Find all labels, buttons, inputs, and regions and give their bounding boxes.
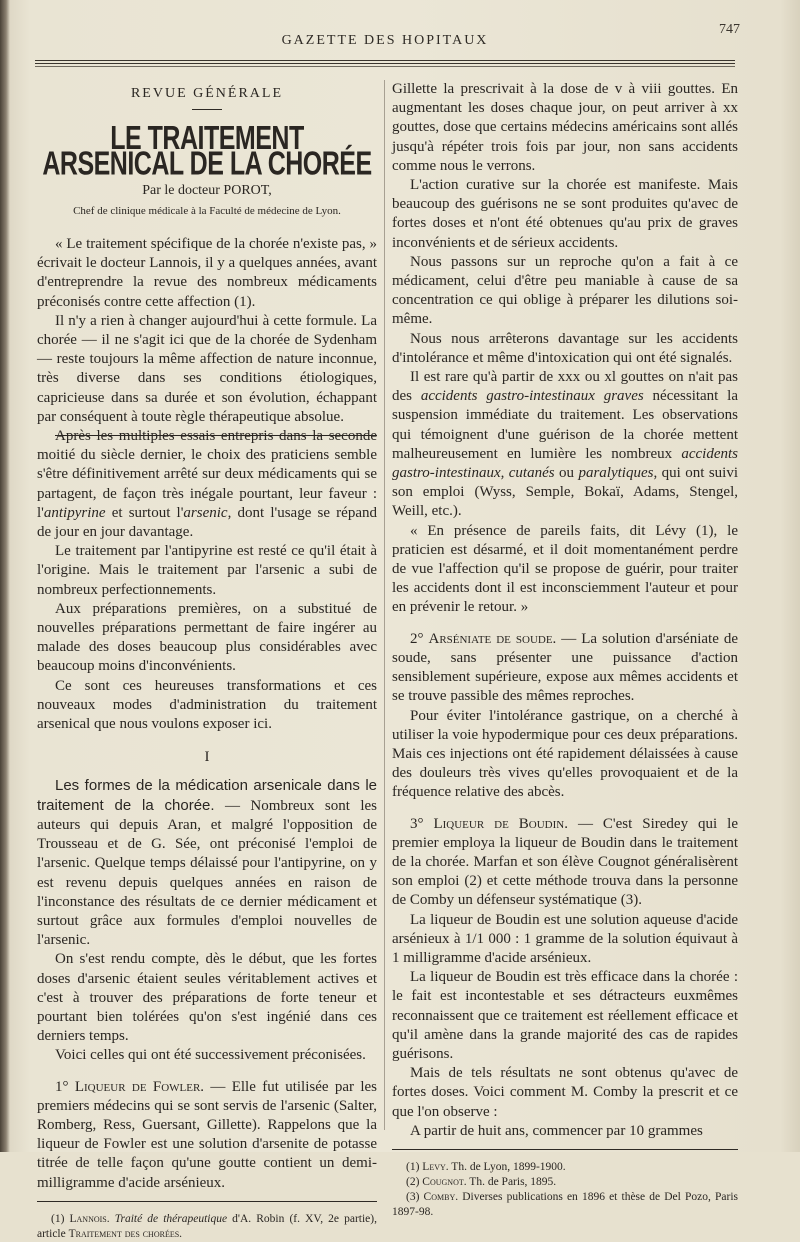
paragraph: La liqueur de Boudin est une solution aqueuse d'acide arsénieux à 1/1 000 : 1 gramme de la solution équivaut à 1 milligramme d'acide arsénieux. [392,911,738,966]
paragraph: « Le traitement spécifique de la chorée n'existe pas, » écrivait le docteur Lannois, il y a quelques années, avant d'entreprendre la revue des nombreux médicaments préconisés contre cette affection (1). [37,236,377,310]
paragraph: Les formes de la médication arsenicale dans le traitement de la chorée. — Nombreux sont les auteurs qui depuis Aran, et malgré l'opposition de Trousseau et de G. Sée, ont préconisé l'emploi de l'arsenic. Quelque temps délaissé pour l'antipyrine, on y est revenu depuis quelques années en raison de l'inconstance des résultats de ce dernier médicament et surtout grâce aux formules d'emploi nouvelles de l'arsenic. [37,776,377,949]
paragraph: 1° Liqueur de Fowler. — Elle fut utilisée par les premiers médecins qui se sont servis de l'arsenic (Salter, Romberg, Ress, Guersant, Gillette). Rappelons que la liqueur de Fowler est une solution d'arsenite de potasse titrée de telle façon qu'une goutte contient un demi-milligramme d'acide arsénieux. [37,1078,377,1191]
book-spine-shadow [0,0,10,1152]
column-divider [384,80,385,1130]
paragraph: « En présence de pareils faits, dit Lévy (1), le praticien est désarmé, et il doit momentanément perdre de vue l'affection qu'il se propose de guérir, pour traiter les accidents dont il est inconsciemment l'auteur et pour en prévenir le retour. » [392,522,738,616]
paragraph: Gillette la prescrivait à la dose de v à viii gouttes. En augmentant les doses chaque jour, on peut arriver à xx gouttes, dose que certains médecins américains sont allés jusqu'à répéter trois fois par jour, non sans accidents comme nous le verrons. [392,81,738,174]
author-affiliation: Chef de clinique médicale à la Faculté de médecine de Lyon. [73,204,341,217]
author-byline: Par le docteur POROT, [142,182,272,198]
footnote: (1) Lannois. Traité de thérapeutique d'A. Robin (f. XV, 2e partie), article Traitement des chorées. [37,1212,377,1240]
footnote: (3) Comby. Diverses publications en 1896 et thèse de Del Pozo, Paris 1897-98. [392,1190,738,1218]
header-rule [35,66,735,67]
paragraph: Le traitement par l'antipyrine est resté ce qu'il était à l'origine. Mais le traitement par l'arsenic a subi de nombreux perfectionnements. [37,543,377,598]
paragraph: 3° Liqueur de Boudin. — C'est Siredey qui le premier employa la liqueur de Boudin dans le traitement de la chorée. Marfan et son élève Cougnot généralisèrent son emploi (2) et cette méthode trouva dans la personne de Comby un défenseur systématique (3). [392,815,739,909]
paragraph: Après les multiples essais entrepris dans la seconde moitié du siècle dernier, le choix des praticiens semble s'être définitivement arrêté sur deux médicaments qui se partagent, de façon très inégale pourtant, leur faveur : l'antipyrine et surtout l'arsenic, dont l'usage se répand de jour en jour davantage. [37,428,377,541]
paragraph: Voici celles qui ont été successivement préconisées. [55,1047,366,1064]
paragraph: La liqueur de Boudin est très efficace dans la chorée : le fait est incontestable et ses détracteurs euxmêmes reconnaissent que ce traitement est réellement efficace et qu'il amène dans la grande majorité des cas de rapides guérisons. [392,969,738,1062]
subsection-heading: Les formes de la médication arsenicale dans le traitement de la chorée. [37,776,377,814]
article-title: LE TRAITEMENT ARSENICAL DE LA CHORÉE [42,119,372,184]
header-rule [35,60,735,61]
footnote-rule [392,1149,738,1150]
paragraph: Ce sont ces heureuses transformations et ces nouveaux modes d'administration du traitement arsenical que nous voulons exposer ici. [37,677,377,733]
journal-title: GAZETTE DES HOPITAUX [281,33,489,48]
section-number: I [204,749,210,766]
struck-text: Après les multiples essais entrepris dans la seconde [55,428,377,445]
short-rule [192,109,222,110]
section-heading: REVUE GÉNÉRALE [130,86,284,101]
footnote: (2) Cougnot. Th. de Paris, 1895. [406,1175,557,1188]
paragraph: 2° Arséniate de soude. — La solution d'arséniate de soude, sans présenter une puissance d'action sensiblement supérieure, expose aux mêmes accidents et se trouve passible des mêmes reproches. [392,630,738,705]
subsection-heading: Arséniate de soude. [428,630,557,647]
right-column [392,80,738,1220]
footnote-rule [37,1201,377,1202]
paragraph: Nous nous arrêterons davantage sur les accidents d'intolérance et même d'intoxication qui ont été signalés. [392,330,738,366]
paragraph: L'action curative sur la chorée est manifeste. Mais beaucoup des guérisons ne se sont produites qu'avec de fortes doses et n'ont été obtenues qu'au prix de graves inconvénients et de sérieux accidents. [392,177,738,251]
subsection-heading: Liqueur de Fowler. [74,1078,205,1095]
paragraph: Il n'y a rien à changer aujourd'hui à cette formule. La chorée — il ne s'agit ici que de la chorée de Sydenham — reste toujours la même affection de nature inconnue, très diverse dans ses conditions étiologiques, capricieuse dans sa durée et son évolution, échappant par conséquent à toute règle thérapeutique absolue. [37,312,377,425]
left-column [37,80,377,1242]
paragraph: Nous passons sur un reproche qu'on a fait à ce médicament, celui d'être peu maniable à cause de sa concentration ce qui oblige à préparer les dilutions soi-même. [392,253,738,328]
page-number: 747 [719,22,740,37]
paragraph: Mais de tels résultats ne sont obtenus qu'avec de fortes doses. Voici comment M. Comby la prescrit et ce que l'on observe : [392,1065,738,1120]
header-rule [35,63,735,64]
footnote: (1) Levy. Th. de Lyon, 1899-1900. [406,1160,566,1173]
paragraph: Pour éviter l'intolérance gastrique, on a cherché à utiliser la voie hypodermique pour ces deux préparations. Mais ces injections ont été rapidement délaissées à cause des douleurs très vives qu'elles provoquaient et de la fréquence relative des abcès. [392,707,738,801]
paragraph: A partir de huit ans, commencer par 10 grammes [410,1122,703,1139]
paragraph: On s'est rendu compte, dès le début, que les fortes doses d'arsenic étaient seules véritablement actives et c'est à trouver des préparations de forte teneur et pourtant bien tolérées qu'on s'est ingénié dans ces derniers temps. [37,951,377,1045]
paragraph: Aux préparations premières, on a substitué de nouvelles préparations permettant de faire ingérer au malade des doses beaucoup plus considérables avec beaucoup moins d'inconvénients. [37,600,377,675]
subsection-heading: Liqueur de Boudin. [433,815,568,832]
paragraph: Il est rare qu'à partir de xxx ou xl gouttes on n'ait pas des accidents gastro-intestinaux graves nécessitant la suspension immédiate du traitement. Les observations qui témoignent d'une guérison de la chorée mettent malheureusement en lumière les nombreux accidents gastro-intestinaux, cutanés ou paralytiques, qui ont suivi son emploi (Wyss, Semple, Bokaï, Adams, Stengel, Weill, etc.). [392,369,738,520]
running-header [0,0,800,60]
